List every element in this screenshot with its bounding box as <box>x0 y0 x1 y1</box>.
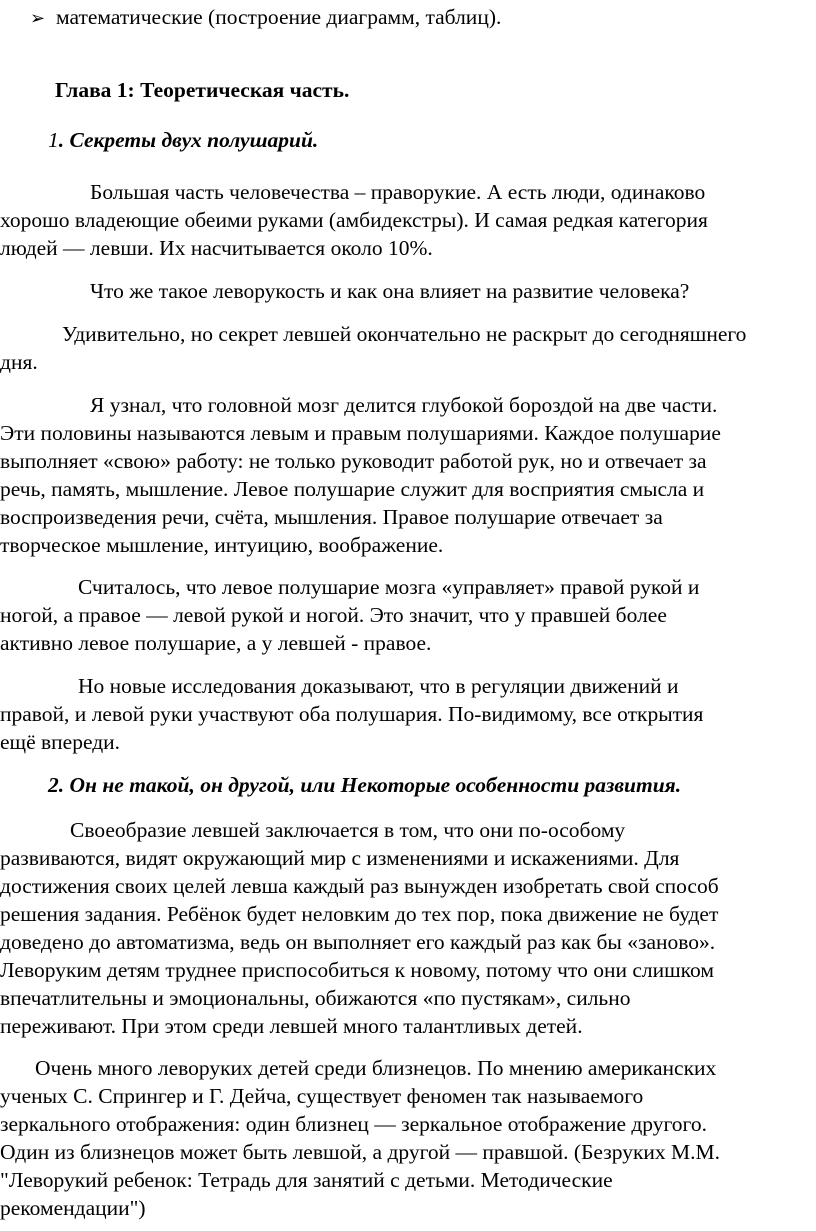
paragraph-line: Один из близнецов может быть левшой, а другой — правшой. (Безруких М.М. <box>0 1140 721 1164</box>
paragraph-line: Что же такое леворукость и как она влияет на развитие человека? <box>90 279 690 303</box>
section-1-title: . Секреты двух полушарий. <box>58 128 319 152</box>
paragraph-line: ногой, а правое — левой рукой и ногой. Это значит, что у правшей более <box>0 603 667 627</box>
paragraph-line: речь, память, мышление. Левое полушарие служит для восприятия смысла и <box>0 477 705 501</box>
paragraph-line: рекомендации") <box>0 1196 146 1220</box>
paragraph-line: хорошо владеющие обеими руками (амбидекстры). И самая редкая категория <box>0 208 708 232</box>
paragraph-line: творческое мышление, интуицию, воображение. <box>0 533 444 557</box>
paragraph-line: ученых С. Спрингер и Г. Дейча, существует феномен так называемого <box>0 1084 644 1108</box>
section-1-number: 1 <box>48 128 59 152</box>
section-2-heading <box>48 771 681 800</box>
paragraph-line: доведено до автоматизма, ведь он выполняет его каждый раз как бы «заново». <box>0 930 716 954</box>
paragraph-line: воспроизведения речи, счёта, мышления. Правое полушарие отвечает за <box>0 505 663 529</box>
paragraph-line: ещё впереди. <box>0 730 121 754</box>
bullet-item <box>30 3 501 34</box>
paragraph-line: Считалось, что левое полушарие мозга «управляет» правой рукой и <box>78 575 700 599</box>
paragraph-line: впечатлительны и эмоциональны, обижаются «по пустякам», сильно <box>0 986 631 1010</box>
paragraph-line: дня. <box>0 350 38 374</box>
paragraph-line: Удивительно, но секрет левшей окончательно не раскрыт до сегодняшнего <box>62 322 747 346</box>
paragraph-line: Леворуким детям труднее приспособиться к новому, потому что они слишком <box>0 958 714 982</box>
paragraph-line: правой, и левой руки участвуют оба полушария. По-видимому, все открытия <box>0 702 704 726</box>
paragraph-line: Своеобразие левшей заключается в том, что они по-особому <box>70 818 626 842</box>
section-2-number: 2 <box>48 773 59 797</box>
paragraph-line: переживают. При этом среди левшей много талантливых детей. <box>0 1014 583 1038</box>
section-2-title: . Он не такой, он другой, или Некоторые особенности развития. <box>58 773 682 797</box>
arrow-bullet-icon: ➢ <box>30 8 46 29</box>
chapter-title: Глава 1: Теоретическая часть. <box>55 78 350 102</box>
paragraph-line: зеркального отображения: один близнец — зеркальное отображение другого. <box>0 1112 707 1136</box>
paragraph-line: Но новые исследования доказывают, что в регуляции движений и <box>78 674 679 698</box>
paragraph-line: Большая часть человечества – праворукие. А есть люди, одинаково <box>90 180 706 204</box>
bullet-text: математические (построение диаграмм, таблиц). <box>56 5 502 29</box>
paragraph-line: Очень много леворуких детей среди близнецов. По мнению американских <box>35 1056 717 1080</box>
section-1-heading <box>48 126 318 155</box>
paragraph-line: "Леворукий ребенок: Тетрадь для занятий с детьми. Методические <box>0 1168 613 1192</box>
paragraph-line: Эти половины называются левым и правым полушариями. Каждое полушарие <box>0 421 721 445</box>
paragraph-line: развиваются, видят окружающий мир с изменениями и искажениями. Для <box>0 846 680 870</box>
paragraph-line: Я узнал, что головной мозг делится глубокой бороздой на две части. <box>90 393 718 417</box>
paragraph-line: активно левое полушарие, а у левшей - правое. <box>0 631 432 655</box>
paragraph-line: решения задания. Ребёнок будет неловким до тех пор, пока движение не будет <box>0 902 719 926</box>
paragraph-line: достижения своих целей левша каждый раз вынужден изобретать свой способ <box>0 874 719 898</box>
paragraph-line: выполняет «свою» работу: не только руководит работой рук, но и отвечает за <box>0 449 707 473</box>
paragraph-line: людей — левши. Их насчитывается около 10%. <box>0 236 433 260</box>
